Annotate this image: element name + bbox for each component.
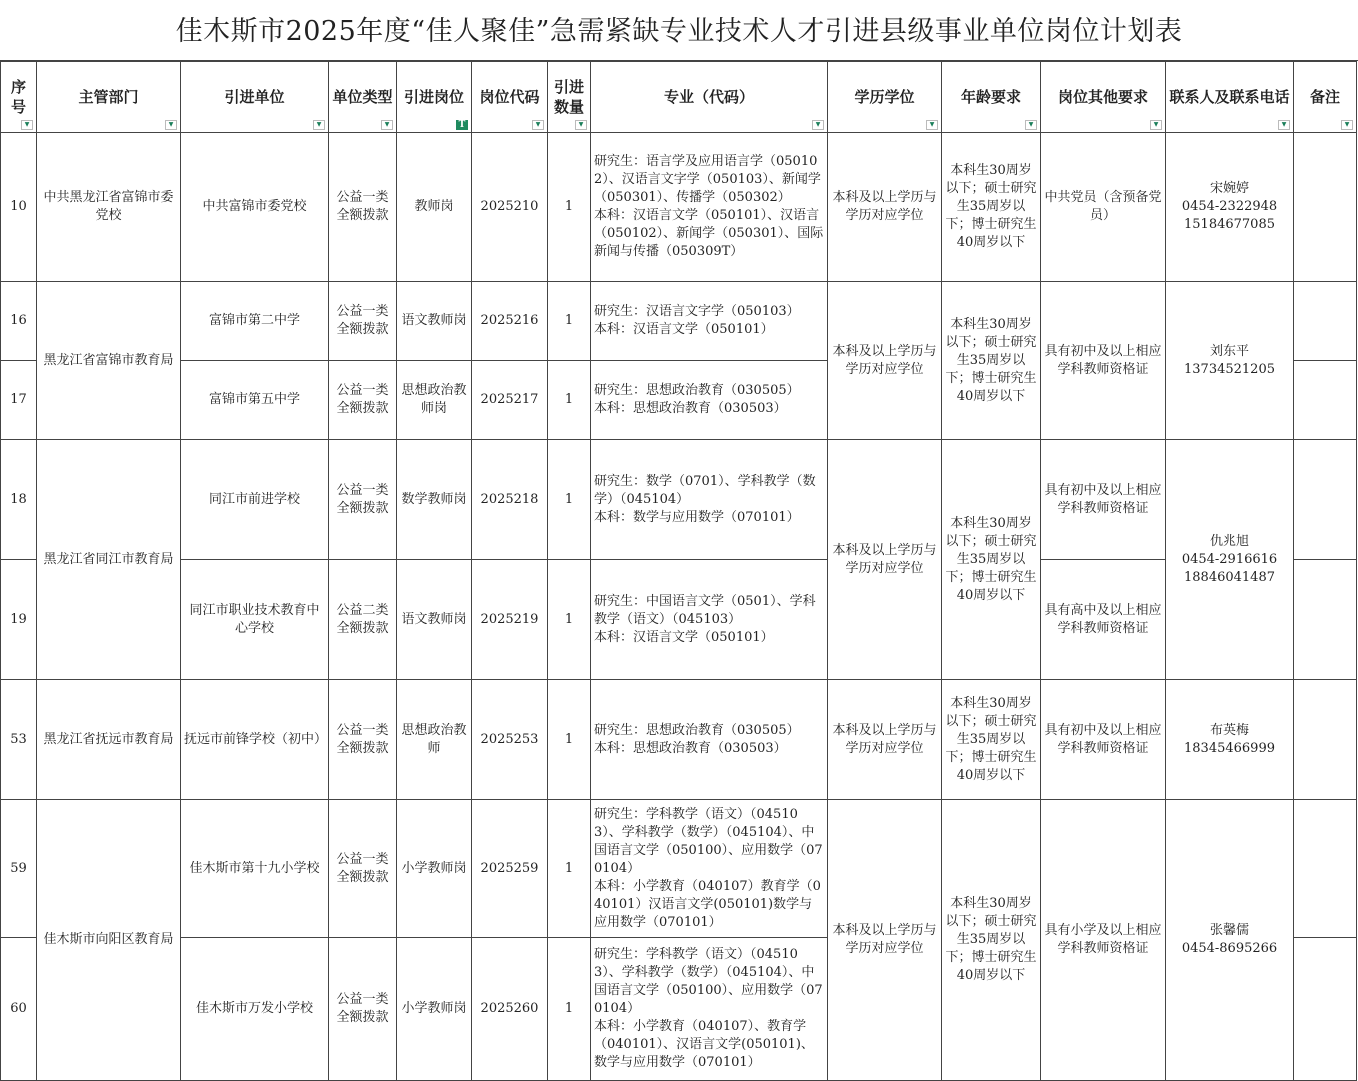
cell-contact: 张馨儒 0454-8695266 — [1166, 800, 1294, 1081]
cell-count: 1 — [548, 800, 591, 938]
filter-dropdown-icon[interactable]: ▼ — [1025, 120, 1037, 130]
filter-dropdown-icon[interactable]: ▼ — [532, 120, 544, 130]
cell-other: 具有小学及以上相应学科教师资格证 — [1041, 800, 1166, 1081]
active-filter-icon[interactable]: T — [456, 120, 468, 130]
cell-post: 语文教师岗 — [397, 282, 472, 361]
cell-remark — [1294, 133, 1357, 282]
cell-count: 1 — [548, 133, 591, 282]
cell-post: 小学教师岗 — [397, 800, 472, 938]
filter-dropdown-icon[interactable]: ▼ — [165, 120, 177, 130]
column-header — [1166, 62, 1294, 133]
cell-age: 本科生30周岁以下；硕士研究生35周岁以下；博士研究生40周岁以下 — [942, 282, 1041, 440]
position-table — [0, 61, 1357, 1081]
cell-post: 语文教师岗 — [397, 560, 472, 680]
column-header — [942, 62, 1041, 133]
cell-unit: 同江市前进学校 — [181, 440, 329, 560]
filter-dropdown-icon[interactable]: ▼ — [313, 120, 325, 130]
column-header — [1, 62, 37, 133]
filter-dropdown-icon[interactable]: ▼ — [1150, 120, 1162, 130]
cell-major: 研究生：学科教学（语文）（045103）、学科教学（数学）（045104）、中国语言文学（050100）、应用数学（070104） 本科：小学教育（040107）教育学（040101）汉语言文学(050101)数学与应用数学（070101） — [591, 800, 828, 938]
cell-other: 具有初中及以上相应学科教师资格证 — [1041, 680, 1166, 800]
cell-code: 2025253 — [472, 680, 548, 800]
cell-unit: 抚远市前锋学校（初中） — [181, 680, 329, 800]
cell-unit: 富锦市第五中学 — [181, 361, 329, 440]
cell-major: 研究生：汉语言文字学（050103） 本科：汉语言文学（050101） — [591, 282, 828, 361]
cell-dept: 佳木斯市向阳区教育局 — [37, 800, 181, 1081]
cell-unit: 富锦市第二中学 — [181, 282, 329, 361]
cell-no: 16 — [1, 282, 37, 361]
column-header-label: 引进单位 — [224, 88, 285, 106]
cell-type: 公益一类全额拨款 — [329, 938, 397, 1081]
column-header — [329, 62, 397, 133]
table-row — [1, 800, 1357, 938]
cell-post: 数学教师岗 — [397, 440, 472, 560]
cell-contact: 宋婉婷 0454-2322948 15184677085 — [1166, 133, 1294, 282]
column-header — [472, 62, 548, 133]
cell-no: 60 — [1, 938, 37, 1081]
column-header-label: 备注 — [1309, 88, 1340, 106]
column-header — [397, 62, 472, 133]
cell-post: 思想政治教师岗 — [397, 361, 472, 440]
cell-code: 2025210 — [472, 133, 548, 282]
column-header-label: 引进岗位 — [403, 88, 464, 106]
cell-code: 2025260 — [472, 938, 548, 1081]
cell-contact: 仇兆旭 0454-2916616 18846041487 — [1166, 440, 1294, 680]
cell-edu: 本科及以上学历与学历对应学位 — [828, 800, 942, 1081]
filter-dropdown-icon[interactable]: ▼ — [926, 120, 938, 130]
column-header-label: 主管部门 — [78, 88, 139, 106]
cell-post: 思想政治教师 — [397, 680, 472, 800]
cell-other: 中共党员（含预备党员） — [1041, 133, 1166, 282]
column-header-label: 联系人及联系电话 — [1169, 88, 1290, 106]
table-row — [1, 440, 1357, 560]
column-header-label: 年龄要求 — [960, 88, 1021, 106]
cell-remark — [1294, 361, 1357, 440]
cell-unit: 中共富锦市委党校 — [181, 133, 329, 282]
column-header — [1041, 62, 1166, 133]
column-header-label: 学历学位 — [854, 88, 915, 106]
cell-other: 具有初中及以上相应学科教师资格证 — [1041, 440, 1166, 560]
column-header-label: 专业（代码） — [663, 88, 754, 106]
cell-no: 10 — [1, 133, 37, 282]
cell-dept: 中共黑龙江省富锦市委党校 — [37, 133, 181, 282]
filter-dropdown-icon[interactable]: ▼ — [1341, 120, 1353, 130]
filter-dropdown-icon[interactable]: ▼ — [21, 120, 33, 130]
table-row — [1, 133, 1357, 282]
column-header — [591, 62, 828, 133]
cell-other: 具有初中及以上相应学科教师资格证 — [1041, 282, 1166, 440]
cell-type: 公益一类全额拨款 — [329, 361, 397, 440]
cell-code: 2025259 — [472, 800, 548, 938]
cell-count: 1 — [548, 361, 591, 440]
cell-no: 19 — [1, 560, 37, 680]
cell-contact: 布英梅 18345466999 — [1166, 680, 1294, 800]
cell-unit: 佳木斯市第十九小学校 — [181, 800, 329, 938]
cell-no: 53 — [1, 680, 37, 800]
cell-major: 研究生：中国语言文学（0501）、学科教学（语文）（045103） 本科：汉语言文学（050101） — [591, 560, 828, 680]
cell-edu: 本科及以上学历与学历对应学位 — [828, 133, 942, 282]
cell-no: 18 — [1, 440, 37, 560]
cell-post: 小学教师岗 — [397, 938, 472, 1081]
cell-type: 公益二类全额拨款 — [329, 560, 397, 680]
cell-age: 本科生30周岁以下；硕士研究生35周岁以下；博士研究生40周岁以下 — [942, 133, 1041, 282]
cell-dept: 黑龙江省富锦市教育局 — [37, 282, 181, 440]
cell-type: 公益一类全额拨款 — [329, 440, 397, 560]
column-header — [1294, 62, 1357, 133]
cell-count: 1 — [548, 680, 591, 800]
cell-count: 1 — [548, 440, 591, 560]
cell-count: 1 — [548, 560, 591, 680]
cell-code: 2025218 — [472, 440, 548, 560]
cell-major: 研究生：思想政治教育（030505） 本科：思想政治教育（030503） — [591, 680, 828, 800]
table-row — [1, 680, 1357, 800]
cell-age: 本科生30周岁以下；硕士研究生35周岁以下；博士研究生40周岁以下 — [942, 440, 1041, 680]
column-header — [548, 62, 591, 133]
table-row — [1, 560, 1357, 680]
header-row — [1, 62, 1357, 133]
cell-dept: 黑龙江省同江市教育局 — [37, 440, 181, 680]
cell-contact: 刘东平 13734521205 — [1166, 282, 1294, 440]
cell-edu: 本科及以上学历与学历对应学位 — [828, 440, 942, 680]
cell-code: 2025219 — [472, 560, 548, 680]
column-header-label: 岗位代码 — [479, 88, 540, 106]
cell-unit: 同江市职业技术教育中心学校 — [181, 560, 329, 680]
filter-dropdown-icon[interactable]: ▼ — [812, 120, 824, 130]
column-header — [828, 62, 942, 133]
cell-post: 教师岗 — [397, 133, 472, 282]
column-header-label: 单位类型 — [332, 88, 393, 106]
cell-no: 17 — [1, 361, 37, 440]
table-row — [1, 282, 1357, 361]
cell-dept: 黑龙江省抚远市教育局 — [37, 680, 181, 800]
page-title: 佳木斯市2025年度“佳人聚佳”急需紧缺专业技术人才引进县级事业单位岗位计划表 — [0, 0, 1358, 61]
cell-type: 公益一类全额拨款 — [329, 800, 397, 938]
cell-edu: 本科及以上学历与学历对应学位 — [828, 680, 942, 800]
cell-remark — [1294, 938, 1357, 1081]
filter-dropdown-icon[interactable]: ▼ — [1278, 120, 1290, 130]
cell-type: 公益一类全额拨款 — [329, 680, 397, 800]
cell-edu: 本科及以上学历与学历对应学位 — [828, 282, 942, 440]
cell-remark — [1294, 800, 1357, 938]
cell-count: 1 — [548, 282, 591, 361]
cell-no: 59 — [1, 800, 37, 938]
filter-dropdown-icon[interactable]: ▼ — [575, 120, 587, 130]
cell-type: 公益一类全额拨款 — [329, 133, 397, 282]
cell-code: 2025216 — [472, 282, 548, 361]
cell-unit: 佳木斯市万发小学校 — [181, 938, 329, 1081]
cell-remark — [1294, 680, 1357, 800]
cell-age: 本科生30周岁以下；硕士研究生35周岁以下；博士研究生40周岁以下 — [942, 680, 1041, 800]
column-header-label: 序号 — [10, 78, 26, 116]
column-header-label: 岗位其他要求 — [1057, 88, 1148, 106]
cell-age: 本科生30周岁以下；硕士研究生35周岁以下；博士研究生40周岁以下 — [942, 800, 1041, 1081]
column-header — [181, 62, 329, 133]
cell-count: 1 — [548, 938, 591, 1081]
column-header-label: 引进数量 — [553, 78, 584, 116]
column-header — [37, 62, 181, 133]
cell-other: 具有高中及以上相应学科教师资格证 — [1041, 560, 1166, 680]
cell-major: 研究生：数学（0701）、学科教学（数学）（045104） 本科：数学与应用数学（070101） — [591, 440, 828, 560]
cell-remark — [1294, 560, 1357, 680]
cell-type: 公益一类全额拨款 — [329, 282, 397, 361]
cell-major: 研究生：思想政治教育（030505） 本科：思想政治教育（030503） — [591, 361, 828, 440]
cell-remark — [1294, 440, 1357, 560]
cell-code: 2025217 — [472, 361, 548, 440]
cell-major: 研究生：学科教学（语文）（045103）、学科教学（数学）（045104）、中国语言文学（050100）、应用数学（070104） 本科：小学教育（040107）、教育学（040101）、汉语言文学(050101)、数学与应用数学（070101） — [591, 938, 828, 1081]
cell-major: 研究生：语言学及应用语言学（050102）、汉语言文字学（050103）、新闻学（050301）、传播学（050302） 本科：汉语言文学（050101）、汉语言（050102）、新闻学（050301）、国际新闻与传播（050309T） — [591, 133, 828, 282]
cell-remark — [1294, 282, 1357, 361]
filter-dropdown-icon[interactable]: ▼ — [381, 120, 393, 130]
